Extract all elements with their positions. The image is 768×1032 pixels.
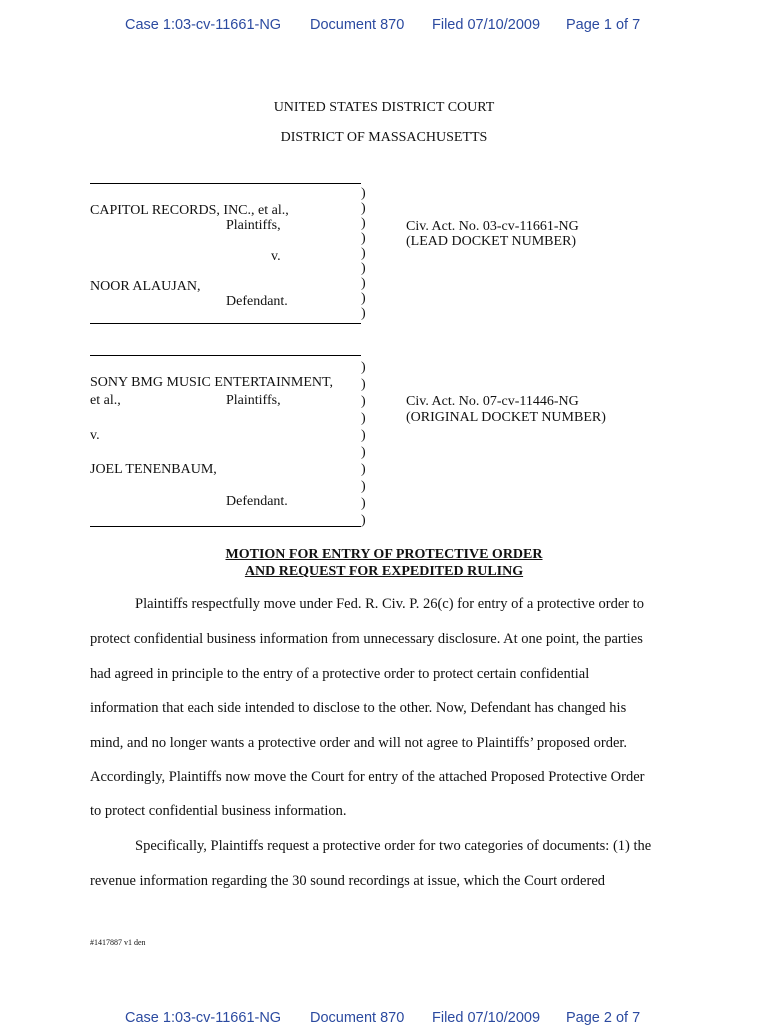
caption-1-docket-note: (LEAD DOCKET NUMBER) [406,234,577,249]
ecf-header-bottom [0,1010,768,1032]
header-document-number: Document 870 [310,1010,405,1026]
body-line: Accordingly, Plaintiffs now move the Court for entry of the attached Proposed Protective Order [90,769,645,785]
court-district: DISTRICT OF MASSACHUSETTS [280,130,488,145]
caption-2-docket-note: (ORIGINAL DOCKET NUMBER) [406,410,606,425]
body-line: information that each side intended to disclose to the other. Now, Defendant has changed his [90,700,627,716]
header-filed-date: Filed 07/10/2009 [432,1010,541,1026]
header-case-number: Case 1:03-cv-11661-NG [125,17,282,33]
caption-1-plaintiff: CAPITOL RECORDS, INC., et al., [90,203,289,218]
body-line: had agreed in principle to the entry of a protective order to protect certain confidential [90,666,590,682]
ecf-header-top [0,17,768,39]
header-case-number: Case 1:03-cv-11661-NG [125,1010,282,1026]
caption-1-civil-action-number: Civ. Act. No. 03-cv-11661-NG [406,219,579,234]
caption-2-versus: v. [90,428,100,443]
caption-2-defendant: JOEL TENENBAUM, [90,462,217,477]
body-line: to protect confidential business information. [90,803,347,819]
motion-title-line-1: MOTION FOR ENTRY OF PROTECTIVE ORDER [225,547,543,562]
caption-1-bottom-rule [90,323,361,324]
motion-title-line-2: AND REQUEST FOR EXPEDITED RULING [244,564,524,579]
caption-1-plaintiffs-label: Plaintiffs, [226,218,281,233]
body-line: protect confidential business information from unnecessary disclosure. At one point, the parties [90,631,643,647]
caption-1-defendant: NOOR ALAUJAN, [90,279,201,294]
body-line: mind, and no longer wants a protective order and will not agree to Plaintiffs’ proposed order. [90,735,628,751]
header-page-number: Page 1 of 7 [566,17,641,33]
header-page-number: Page 2 of 7 [566,1010,641,1026]
document-id-footnote: #1417887 v1 den [90,938,146,947]
header-filed-date: Filed 07/10/2009 [432,17,541,33]
caption-2-parentheses: ) ) ) ) ) ) ) ) ) ) [361,360,366,528]
caption-2-top-rule [90,355,361,356]
caption-2-plaintiffs-label: Plaintiffs, [226,393,281,408]
body-line: Specifically, Plaintiffs request a protective order for two categories of documents: (1) the [135,838,652,854]
header-document-number: Document 870 [310,17,405,33]
caption-2-plaintiff: SONY BMG MUSIC ENTERTAINMENT, [90,375,334,390]
caption-1-defendant-label: Defendant. [226,294,288,309]
caption-2-civil-action-number: Civ. Act. No. 07-cv-11446-NG [406,394,579,409]
body-line: Plaintiffs respectfully move under Fed. R. Civ. P. 26(c) for entry of a protective order to [135,596,644,612]
caption-2-bottom-rule [90,526,361,527]
court-name: UNITED STATES DISTRICT COURT [273,100,495,115]
caption-1-top-rule [90,183,361,184]
caption-2-defendant-label: Defendant. [226,494,288,509]
caption-1-parentheses: ) ) ) ) ) ) ) ) ) [361,186,366,321]
caption-2-et-al: et al., [90,393,121,408]
caption-1-versus: v. [271,249,281,264]
body-line: revenue information regarding the 30 sound recordings at issue, which the Court ordered [90,873,606,889]
